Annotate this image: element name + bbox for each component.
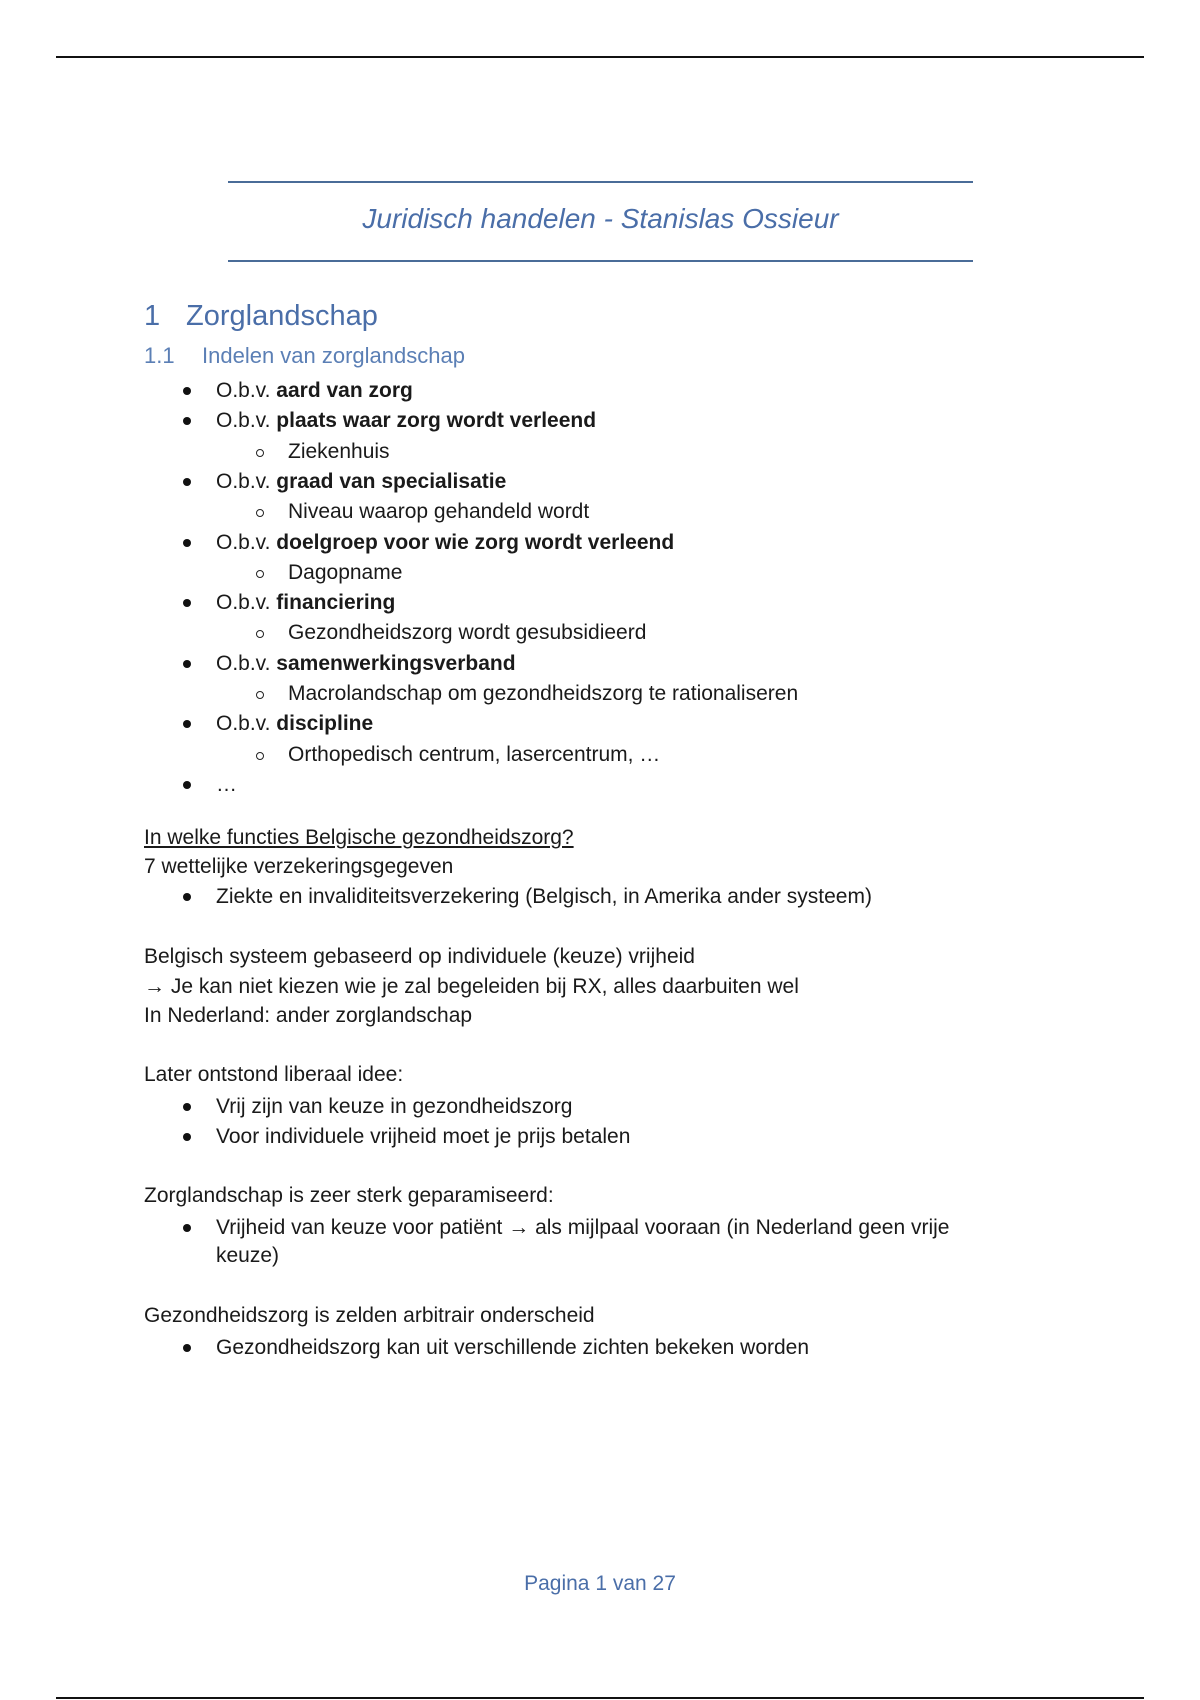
classification-criterion: plaats waar zorg wordt verleend — [276, 409, 597, 433]
title-border-top — [228, 181, 973, 183]
classification-criterion: aard van zorg — [276, 379, 413, 402]
classification-prefix: O.b.v. — [216, 712, 277, 736]
classification-item — [216, 378, 413, 404]
classification-item — [216, 530, 674, 556]
functions-heading: In welke functies Belgische gezondheidszorg? — [144, 826, 574, 849]
heading-1-number: 1 — [144, 300, 161, 332]
functions-line: 7 wettelijke verzekeringsgegeven — [144, 855, 454, 878]
sub-bullet-circle — [256, 570, 264, 578]
sub-bullet-circle — [256, 449, 264, 457]
sub-bullet-circle — [256, 630, 264, 638]
bullet-dot — [183, 893, 191, 901]
pyramid-bullet-text-a: Vrijheid van keuze voor patiënt — [216, 1216, 509, 1239]
liberal-heading: Later ontstond liberaal idee: — [144, 1063, 404, 1086]
heading-1 — [144, 300, 378, 333]
sub-bullet-circle — [256, 691, 264, 699]
liberal-bullet-2: Voor individuele vrijheid moet je prijs betalen — [216, 1125, 631, 1148]
classification-prefix: O.b.v. — [216, 409, 277, 433]
pyramid-bullet-line-2: keuze) — [216, 1244, 280, 1267]
classification-subitem: Macrolandschap om gezondheidszorg te rationaliseren — [288, 682, 799, 705]
bullet-dot — [183, 1224, 191, 1232]
bullet-dot — [183, 720, 191, 728]
arrow-right-icon: → — [508, 1216, 530, 1239]
bullet-dot — [183, 1103, 191, 1111]
classification-prefix: O.b.v. — [216, 651, 277, 675]
bullet-dot — [183, 781, 191, 789]
classification-subitem: Ziekenhuis — [288, 439, 390, 463]
bullet-dot — [183, 660, 191, 668]
classification-prefix: O.b.v. — [216, 591, 277, 615]
bullet-dot — [183, 387, 191, 395]
bullet-dot — [183, 417, 191, 425]
arbitrary-bullet: Gezondheidszorg kan uit verschillende zichten bekeken worden — [216, 1336, 810, 1359]
functions-bullet: Ziekte en invaliditeitsverzekering (Belgisch, in Amerika ander systeem) — [216, 885, 872, 908]
classification-item — [216, 590, 395, 616]
classification-prefix: O.b.v. — [216, 469, 277, 493]
classification-item — [216, 651, 516, 677]
top-divider — [56, 56, 1144, 58]
classification-item — [216, 469, 506, 495]
classification-criterion: financiering — [276, 591, 396, 615]
pyramid-bullet-text-b: als mijlpaal vooraan (in Nederland geen vrije — [529, 1216, 950, 1239]
classification-subitem: Niveau waarop gehandeld wordt — [288, 500, 590, 524]
bullet-dot — [183, 599, 191, 607]
arbitrary-heading: Gezondheidszorg is zelden arbitrair onderscheid — [144, 1304, 595, 1327]
classification-item — [216, 408, 596, 434]
classification-criterion: graad van specialisatie — [276, 469, 507, 493]
classification-subitem: Dagopname — [288, 560, 403, 584]
document-title: Juridisch handelen - Stanislas Ossieur — [362, 203, 839, 234]
bullet-dot — [183, 1133, 191, 1141]
title-border-bottom — [228, 260, 973, 262]
pyramid-heading: Zorglandschap is zeer sterk geparamiseerd: — [144, 1184, 554, 1207]
belgian-line-3: In Nederland: ander zorglandschap — [144, 1004, 473, 1027]
page-number: Pagina 1 van 27 — [524, 1572, 676, 1595]
sub-bullet-circle — [256, 752, 264, 760]
bullet-dot — [183, 1344, 191, 1352]
classification-criterion: samenwerkingsverband — [276, 651, 516, 675]
sub-bullet-circle — [256, 509, 264, 517]
bullet-dot — [183, 539, 191, 547]
bullet-dot — [183, 478, 191, 486]
classification-item — [216, 711, 373, 737]
belgian-line-2-text: Je kan niet kiezen wie je zal begeleiden bij RX, alles daarbuiten wel — [165, 975, 799, 998]
pyramid-bullet-line-1 — [216, 1215, 949, 1241]
bottom-divider — [56, 1697, 1144, 1699]
arrow-right-icon: → — [144, 975, 165, 998]
classification-item — [216, 772, 237, 798]
classification-prefix: … — [216, 772, 237, 796]
classification-criterion: discipline — [276, 712, 374, 736]
classification-prefix: O.b.v. — [216, 530, 277, 554]
heading-2-text: Indelen van zorglandschap — [202, 343, 465, 368]
classification-criterion: doelgroep voor wie zorg wordt verleend — [276, 530, 675, 554]
heading-2 — [144, 343, 465, 369]
classification-prefix: O.b.v. — [216, 379, 277, 402]
heading-2-number: 1.1 — [144, 343, 175, 368]
classification-subitem: Gezondheidszorg wordt gesubsidieerd — [288, 621, 647, 645]
heading-1-text: Zorglandschap — [186, 300, 378, 332]
classification-subitem: Orthopedisch centrum, lasercentrum, … — [288, 742, 661, 766]
liberal-bullet-1: Vrij zijn van keuze in gezondheidszorg — [216, 1095, 573, 1118]
belgian-line-2 — [144, 974, 799, 1000]
belgian-line-1: Belgisch systeem gebaseerd op individuele (keuze) vrijheid — [144, 945, 695, 968]
